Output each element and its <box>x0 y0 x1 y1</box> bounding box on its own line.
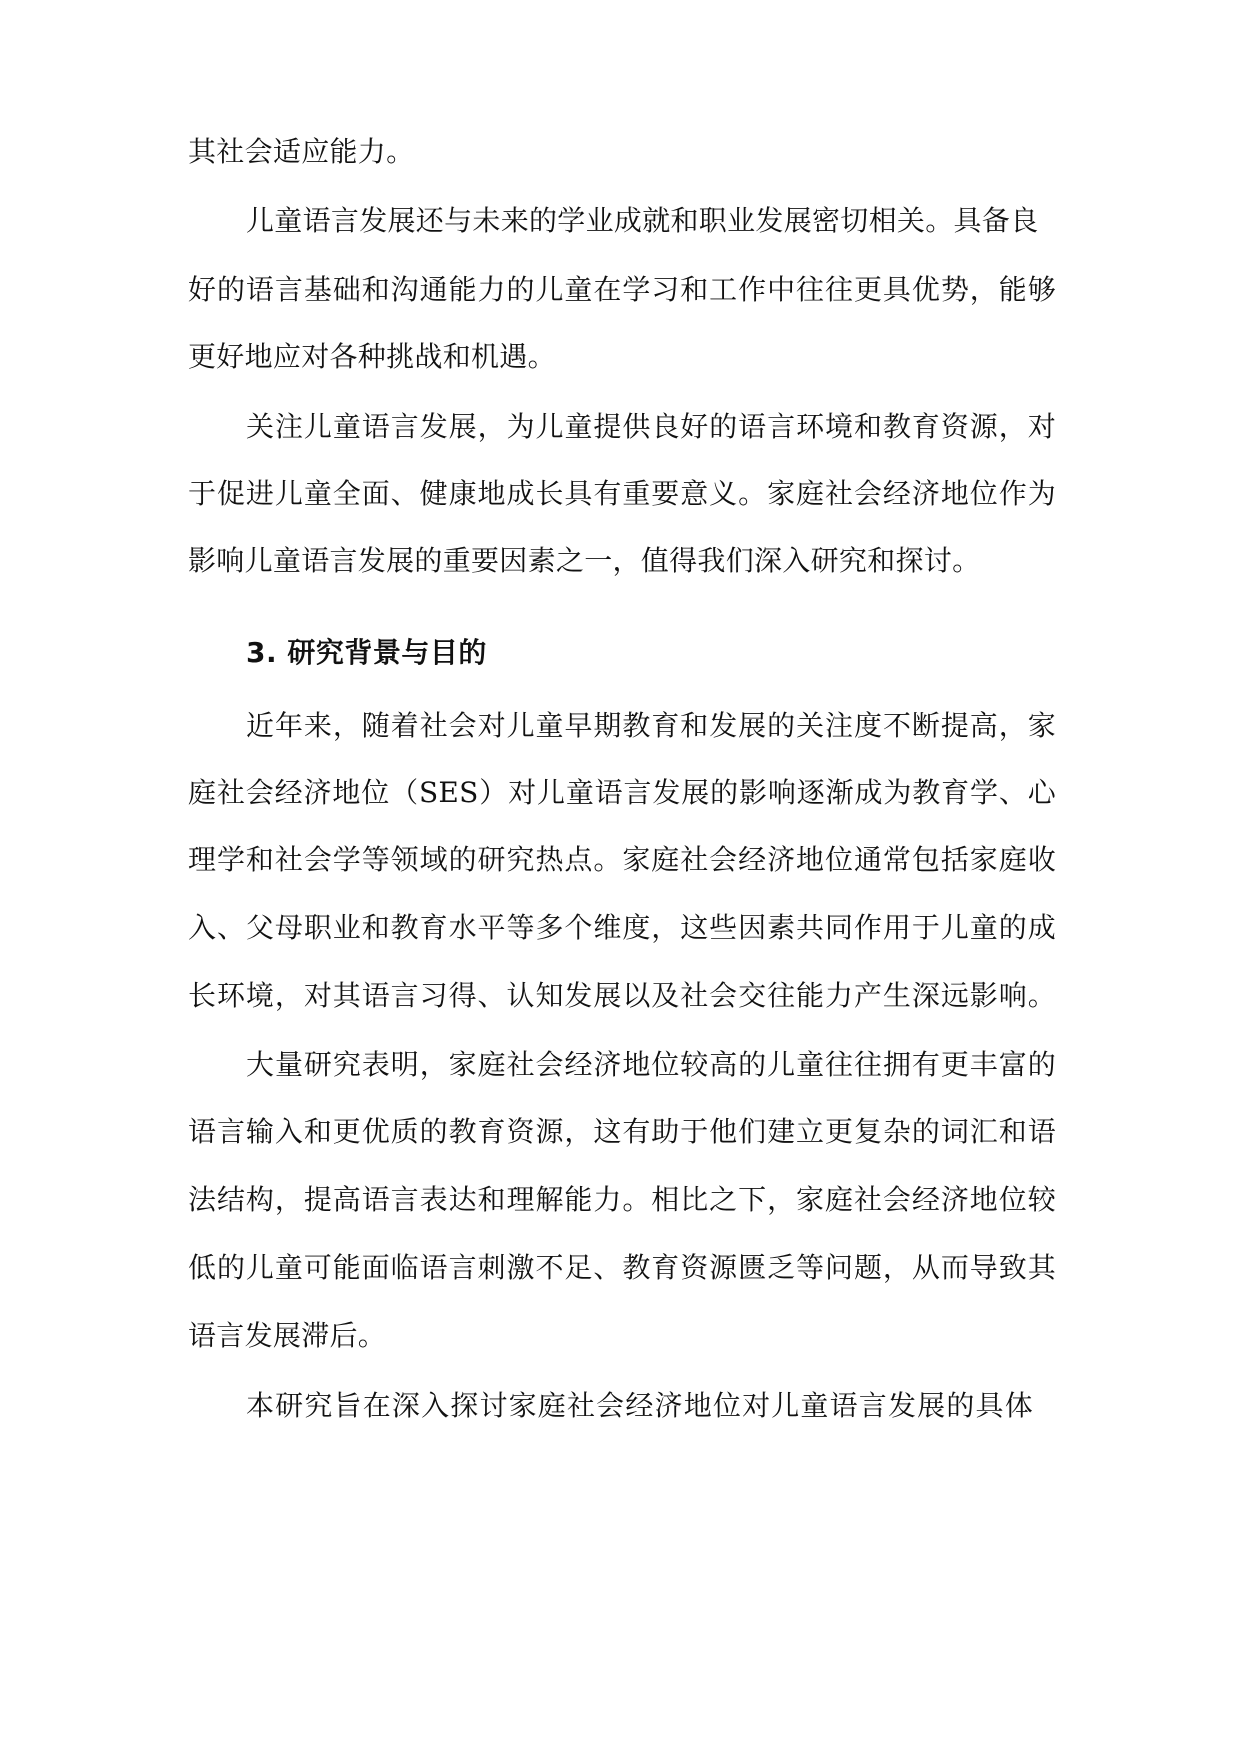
paragraph-line: 庭社会经济地位（SES）对儿童语言发展的影响逐渐成为教育学、心 <box>188 776 1056 809</box>
paragraph-line: 儿童语言发展还与未来的学业成就和职业发展密切相关。具备良 <box>246 204 1039 237</box>
paragraph-line: 更好地应对各种挑战和机遇。 <box>188 340 556 373</box>
paragraph-line: 关注儿童语言发展，为儿童提供良好的语言环境和教育资源，对 <box>246 410 1056 443</box>
paragraph-line: 其社会适应能力。 <box>188 135 415 168</box>
paragraph-line: 法结构，提高语言表达和理解能力。相比之下，家庭社会经济地位较 <box>188 1183 1056 1216</box>
paragraph-line: 语言发展滞后。 <box>188 1319 387 1352</box>
paragraph-line: 入、父母职业和教育水平等多个维度，这些因素共同作用于儿童的成 <box>188 911 1056 944</box>
paragraph-line: 低的儿童可能面临语言刺激不足、教育资源匮乏等问题，从而导致其 <box>188 1251 1056 1284</box>
paragraph-line: 好的语言基础和沟通能力的儿童在学习和工作中往往更具优势，能够 <box>188 273 1056 306</box>
paragraph-line: 语言输入和更优质的教育资源，这有助于他们建立更复杂的词汇和语 <box>188 1115 1056 1148</box>
paragraph-line: 长环境，对其语言习得、认知发展以及社会交往能力产生深远影响。 <box>188 979 1056 1012</box>
paragraph-line: 本研究旨在深入探讨家庭社会经济地位对儿童语言发展的具体 <box>246 1389 1033 1422</box>
section-heading: 3. 研究背景与目的 <box>246 636 487 669</box>
paragraph-line: 影响儿童语言发展的重要因素之一，值得我们深入研究和探讨。 <box>188 544 981 577</box>
paragraph-line: 近年来，随着社会对儿童早期教育和发展的关注度不断提高，家 <box>246 709 1056 742</box>
paragraph-line: 理学和社会学等领域的研究热点。家庭社会经济地位通常包括家庭收 <box>188 843 1056 876</box>
paragraph-line: 于促进儿童全面、健康地成长具有重要意义。家庭社会经济地位作为 <box>188 477 1056 510</box>
paragraph-line: 大量研究表明，家庭社会经济地位较高的儿童往往拥有更丰富的 <box>246 1048 1056 1081</box>
